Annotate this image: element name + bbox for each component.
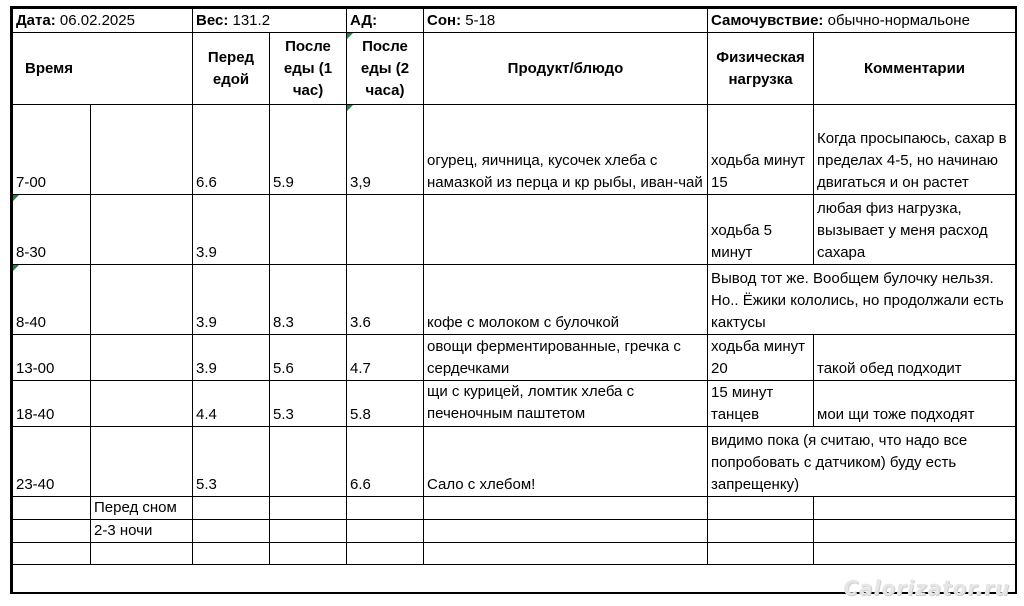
feeling-value: обычно-нормальоне	[827, 11, 970, 29]
cell-empty[interactable]	[270, 543, 347, 565]
cell-product[interactable]: огурец, яичница, кусочек хлеба с намазкой из перца и кр рыбы, иван-чай	[424, 105, 708, 195]
date-cell[interactable]	[13, 9, 193, 33]
cell-note[interactable]	[91, 335, 193, 381]
header-comments[interactable]: Комментарии	[814, 33, 1016, 105]
cell-after2[interactable]: 4.7	[347, 335, 424, 381]
watermark-logo: Calorizator.ru	[843, 576, 1010, 600]
meta-row	[13, 9, 1016, 33]
cell-time[interactable]: 13-00	[13, 335, 91, 381]
cell-product[interactable]: щи с курицей, ломтик хлеба с печеночным паштетом	[424, 381, 708, 427]
cell-time[interactable]	[13, 520, 91, 543]
cell-empty[interactable]	[708, 543, 814, 565]
cell-activity[interactable]: ходьба минут 15	[708, 105, 814, 195]
cell-product[interactable]: кофе с молоком с булочкой	[424, 265, 708, 335]
cell-before[interactable]: 3.9	[193, 195, 270, 265]
cell-note[interactable]: Перед сном	[91, 497, 193, 520]
table-row	[13, 335, 1016, 381]
header-row	[13, 33, 1016, 105]
date-value: 06.02.2025	[59, 11, 135, 29]
cell-comment[interactable]: такой обед подходит	[814, 335, 1016, 381]
header-before-meal[interactable]: Перед едой	[193, 33, 270, 105]
cell-before[interactable]: 3.9	[193, 335, 270, 381]
table-row	[13, 427, 1016, 497]
cell-comment[interactable]	[814, 520, 1016, 543]
cell-product[interactable]	[424, 520, 708, 543]
cell-after1[interactable]	[270, 195, 347, 265]
cell-note[interactable]: 2-3 ночи	[91, 520, 193, 543]
cell-activity[interactable]: 15 минут танцев	[708, 381, 814, 427]
cell-before[interactable]: 5.3	[193, 427, 270, 497]
cell-product[interactable]: овощи ферментированные, гречка с сердечками	[424, 335, 708, 381]
weight-value: 131.2	[232, 11, 271, 29]
cell-time[interactable]: 8-30	[13, 195, 91, 265]
cell-after2[interactable]	[347, 497, 424, 520]
cell-product[interactable]: Сало с хлебом!	[424, 427, 708, 497]
cell-note[interactable]	[91, 381, 193, 427]
header-time[interactable]: Время	[13, 33, 193, 105]
cell-activity[interactable]: ходьба минут 20	[708, 335, 814, 381]
cell-activity[interactable]	[708, 520, 814, 543]
cell-after1[interactable]: 5.3	[270, 381, 347, 427]
cell-empty[interactable]	[424, 543, 708, 565]
cell-comment[interactable]: любая физ нагрузка, вызывает у меня расход сахара	[814, 195, 1016, 265]
sleep-value: 5-18	[465, 11, 496, 29]
cell-before[interactable]: 6.6	[193, 105, 270, 195]
cell-after1[interactable]	[270, 497, 347, 520]
cell-time[interactable]	[13, 497, 91, 520]
cell-note[interactable]	[91, 195, 193, 265]
header-after-1h[interactable]: После еды (1 час)	[270, 33, 347, 105]
cell-empty[interactable]	[91, 543, 193, 565]
cell-comment-merged[interactable]: видимо пока (я считаю, что надо все попробовать с датчиком) буду есть запрещенку)	[708, 427, 1016, 497]
cell-activity[interactable]	[708, 497, 814, 520]
cell-comment[interactable]	[814, 497, 1016, 520]
cell-after1[interactable]	[270, 427, 347, 497]
cell-product[interactable]	[424, 195, 708, 265]
cell-time[interactable]: 8-40	[13, 265, 91, 335]
cell-product[interactable]	[424, 497, 708, 520]
header-after-2h[interactable]: После еды (2 часа)	[347, 33, 424, 105]
table-row	[13, 265, 1016, 335]
cell-after2[interactable]: 3.6	[347, 265, 424, 335]
date-label: Дата:	[16, 11, 56, 29]
cell-after2[interactable]: 6.6	[347, 427, 424, 497]
table-row	[13, 497, 1016, 520]
bp-cell[interactable]	[347, 9, 424, 33]
header-activity[interactable]: Физическая нагрузка	[708, 33, 814, 105]
feeling-cell[interactable]	[708, 9, 1016, 33]
table-row	[13, 105, 1016, 195]
cell-after2[interactable]: 3,9	[347, 105, 424, 195]
header-product[interactable]: Продукт/блюдо	[424, 33, 708, 105]
cell-time[interactable]: 7-00	[13, 105, 91, 195]
weight-label: Вес:	[196, 11, 229, 29]
cell-activity[interactable]: ходьба 5 минут	[708, 195, 814, 265]
bp-label: АД:	[350, 11, 378, 29]
diary-sheet	[10, 6, 1017, 594]
table-row-empty	[13, 543, 1016, 565]
table-row	[13, 520, 1016, 543]
glucose-diary-table	[12, 8, 1016, 594]
cell-time[interactable]: 18-40	[13, 381, 91, 427]
table-row	[13, 195, 1016, 265]
cell-after1[interactable]: 5.9	[270, 105, 347, 195]
cell-empty[interactable]	[13, 543, 91, 565]
cell-empty[interactable]	[814, 543, 1016, 565]
cell-empty[interactable]	[347, 543, 424, 565]
sleep-cell[interactable]	[424, 9, 708, 33]
cell-after1[interactable]	[270, 520, 347, 543]
cell-after2[interactable]	[347, 520, 424, 543]
cell-comment[interactable]: Когда просыпаюсь, сахар в пределах 4-5, но начинаю двигаться и он растет	[814, 105, 1016, 195]
weight-cell[interactable]	[193, 9, 347, 33]
table-row	[13, 381, 1016, 427]
cell-note[interactable]	[91, 265, 193, 335]
cell-after2[interactable]: 5.8	[347, 381, 424, 427]
cell-note[interactable]	[91, 105, 193, 195]
cell-comment[interactable]: мои щи тоже подходят	[814, 381, 1016, 427]
cell-before[interactable]	[193, 497, 270, 520]
cell-before[interactable]: 4.4	[193, 381, 270, 427]
cell-after2[interactable]	[347, 195, 424, 265]
cell-after1[interactable]: 5.6	[270, 335, 347, 381]
cell-before[interactable]: 3.9	[193, 265, 270, 335]
cell-time[interactable]: 23-40	[13, 427, 91, 497]
cell-empty[interactable]	[193, 543, 270, 565]
cell-note[interactable]	[91, 427, 193, 497]
sleep-label: Сон:	[427, 11, 462, 29]
feeling-label: Самочувствие:	[711, 11, 824, 29]
cell-comment-merged[interactable]: Вывод тот же. Вообщем булочку нельзя. Но.. Ёжики кололись, но продолжали есть кактусы	[708, 265, 1016, 335]
cell-after1[interactable]: 8.3	[270, 265, 347, 335]
cell-before[interactable]	[193, 520, 270, 543]
